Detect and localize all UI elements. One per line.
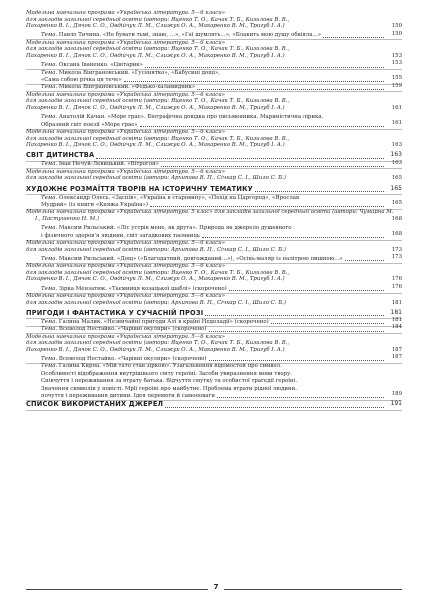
- page-ref: 163: [391, 142, 402, 149]
- program-line: Пахаренко В. І., Дячок С. О., Овдійчук Л. М., Слижук О. А., Макаренко В. М., Тригуб І. А.): [26, 346, 285, 353]
- program-line: для закладів загальної середньої освіти (автори: Яценко Т. О., Качак Т. Б., Кизилова В. В.,: [26, 16, 290, 23]
- topic-label: Тема.: [41, 255, 58, 262]
- topic-text: Значення символів у повісті. Мрії героїні про майбутнє. Проблема втрати рідної людини.: [41, 385, 297, 392]
- page-ref: 187: [391, 354, 402, 361]
- dot-leader: [271, 323, 384, 324]
- topic-text: Галина Малик. «Незвичайні пригоди Алі в країні Недоладії» (скорочено): [58, 318, 269, 325]
- entry-text: [26, 363, 401, 370]
- entry-text: [26, 263, 395, 283]
- dot-leader: [209, 331, 384, 332]
- dot-leader: [205, 315, 384, 316]
- dot-leader: [124, 81, 384, 82]
- page-ref: 153: [391, 52, 402, 59]
- topic-text: Мудрий» (із книги «Княжа Україна»): [41, 202, 149, 208]
- program-line: Пахаренко В. І., Дячок С. О., Овдійчук Л. М., Слижук О. А., Макаренко В. М., Тригуб І. А.): [26, 142, 285, 149]
- dot-leader: [165, 407, 384, 408]
- program-line: Пахаренко В. І., Дячок С. О., Овдійчук Л. М., Слижук О. А., Макаренко В. М., Тригуб І. А.): [26, 276, 285, 283]
- topic-text: Максим Рильський. «Дощ» («Благодатний, довгожданий…»), «Осінь-маляр із палітрою пишною...»: [58, 255, 343, 262]
- topic-text: і фізичного здоров’я людини, світ загадкових таємниць: [41, 232, 200, 239]
- dot-leader: [96, 158, 384, 159]
- topic-label: Тема.: [41, 69, 58, 76]
- entry-text: [26, 119, 402, 129]
- topic-text: Образний світ поезії «Море грає»: [41, 121, 138, 128]
- entry-text: [26, 293, 395, 306]
- program-line: Модельна навчальна програма «Українська література. 5—6 класи»: [26, 39, 226, 46]
- dot-leader: [209, 360, 384, 361]
- entry-text: [26, 195, 401, 202]
- topic-text: Співчуття і переживання за втрату батька. Відчуття смутку та особистої трагедії героїні.: [41, 378, 298, 385]
- program-line: для закладів загальної середньої освіти (автори: Архипова В. П., Січкар С. І., Шило С. Б.): [26, 175, 286, 182]
- section-title: ХУДОЖНЄ РОЗМАЇТТЯ ТВОРІВ НА ІСТОРИЧНУ ТЕМАТИКУ: [26, 184, 253, 193]
- dot-leader: [197, 89, 384, 90]
- entry-text: [26, 378, 401, 385]
- program-line: Модельна навчальна програма «Українська література. 5—6 класи»: [26, 333, 226, 340]
- program-line: для закладів загальної середньої освіти (автори: Архипова В. П., Січкар С. І., Шило С. Б.): [26, 246, 286, 253]
- entry-text: [26, 230, 402, 240]
- page-ref: 165: [391, 175, 402, 182]
- entry-text: [26, 319, 401, 326]
- entry-text: [26, 334, 395, 354]
- entry-text: [26, 40, 395, 60]
- program-line: Модельна навчальна програма «Українська література. 5—6 класи»: [26, 10, 226, 16]
- program-line: для закладів загальної середньої освіти (автори: Яценко Т. О., Качак Т. Б., Кизилова В. В.,: [26, 135, 290, 142]
- dot-leader: [229, 290, 384, 291]
- page-ref: 176: [391, 283, 402, 290]
- entry-text: [26, 240, 395, 253]
- entry-text: [26, 161, 401, 168]
- topic-text: почуття і переживання дитини. Ідея перемоги й самоповаги: [41, 393, 215, 399]
- entry-text: [26, 10, 395, 30]
- entry-text: [26, 326, 401, 333]
- page-ref: 150: [391, 30, 402, 37]
- topic-text: Всеволод Нестайко. «Чарівні окуляри» (скорочено): [58, 326, 207, 333]
- page-ref: 181: [391, 299, 402, 306]
- program-line: для закладів загальної середньої освіти (автори: Яценко Т. О., Качак Т. Б., Кизилова В. В.,: [26, 340, 290, 347]
- program-line: Модельна навчальна програма «Українська література. 5—6 класи»: [26, 293, 226, 299]
- page-ref: 189: [391, 391, 402, 398]
- page-ref: 161: [391, 104, 402, 111]
- dot-leader: [161, 166, 384, 167]
- dot-leader: [145, 67, 384, 68]
- topic-label: Тема.: [41, 285, 58, 292]
- program-line: для закладів загальної середньої освіти (автори: Яценко Т. О., Качак Т. Б., Кизилова В. В.,: [26, 269, 290, 276]
- topic-label: Тема.: [41, 318, 58, 325]
- dot-leader: [140, 126, 384, 127]
- entry-text: [26, 225, 401, 232]
- entry-text: [26, 386, 401, 393]
- dot-leader: [255, 191, 384, 192]
- entry-text: [26, 283, 402, 293]
- section-title: ПРИГОДИ І ФАНТАСТИКА У СУЧАСНІЙ ПРОЗІ: [26, 308, 204, 317]
- entry-text: [26, 32, 401, 39]
- page-ref: 165: [390, 184, 402, 192]
- topic-text: Павло Тичина. «Не бувати тьмі, знаю, ...», «Гаї шумлять…», «Блакить мою душу обвіяла…»: [58, 32, 322, 39]
- page-number: 7: [208, 583, 224, 591]
- topic-text: Іван Нечуй-Левицький. «Вітрогон»: [58, 161, 159, 168]
- topic-text: Анатолій Качан. «Море грає». Біографічна довідка про письменника. Мариністична лірика.: [58, 114, 324, 121]
- topic-label: Тема.: [41, 326, 58, 333]
- entry-text: [26, 77, 401, 84]
- topic-label: Тема.: [41, 194, 58, 201]
- topic-text: Галина Кирпа. «Мій тато став зіркою». Узагальнення відомостей про символ.: [58, 363, 282, 370]
- divider: [26, 410, 402, 411]
- page-ref: 168: [391, 230, 402, 237]
- program-line: для закладів загальної середньої освіти (автори: Яценко Т. О., Качак Т. Б., Кизилова В. В.,: [26, 98, 290, 105]
- entry-text: [26, 256, 401, 263]
- entry-text: [26, 202, 401, 209]
- page-ref: 173: [391, 254, 402, 260]
- dot-leader: [217, 397, 384, 398]
- page-ref: 184: [391, 324, 402, 331]
- program-line: Пахаренко В. І., Дячок С. О., Овдійчук Л. М., Слижук О. А., Макаренко В. М., Тригуб І. А.): [26, 23, 285, 30]
- program-line: для закладів загальної середньої освіти (автори: Яценко Т. О., Качак Т. Б., Кизилова В. В.,: [26, 46, 290, 53]
- page-ref: 159: [391, 82, 402, 89]
- section-title: СВІТ ДИТИНСТВА: [26, 151, 95, 160]
- page-ref: 165: [391, 200, 402, 207]
- topic-text: Микола Вінграновський. «Гусенятко», «Бабусині дощі»,: [58, 69, 220, 76]
- page-ref: 181: [391, 317, 402, 323]
- page-ref: 163: [390, 151, 402, 159]
- entry-text: [26, 129, 395, 149]
- topic-text: Всеволод Нестайко. «Чарівні окуляри» (скорочено): [58, 356, 207, 362]
- dot-leader: [202, 237, 384, 238]
- entry-text: [26, 70, 401, 77]
- entry-text: [26, 92, 395, 112]
- topic-label: Тема.: [41, 62, 58, 69]
- page-ref: 191: [390, 400, 402, 408]
- topic-label: Тема.: [41, 225, 58, 232]
- page-ref: 181: [390, 308, 402, 316]
- program-line: Модельна навчальна програма «Українська література. 5—6 класи»: [26, 240, 226, 246]
- page-ref: 168: [391, 215, 402, 222]
- program-line: Модельна навчальна програма «Українська література. 5—6 класи»: [26, 168, 226, 175]
- topic-label: Тема.: [41, 114, 58, 121]
- program-line: для закладів загальної середньої освіти (автори: Архипова В. П., Січкар С. І., Шило С. Б.): [26, 299, 286, 306]
- topic-label: Тема.: [41, 356, 58, 362]
- entry-text: [26, 84, 401, 91]
- topic-label: Тема.: [41, 32, 58, 39]
- topic-label: Тема.: [41, 161, 58, 168]
- dot-leader: [345, 260, 384, 261]
- topic-label: Тема.: [41, 363, 58, 370]
- page-ref: 187: [391, 346, 402, 353]
- topic-text: Микола Вінграновський. «Федько-халамидник»: [58, 84, 196, 91]
- dot-leader: [323, 37, 384, 38]
- program-line: Пахаренко В. І., Дячок С. О., Овдійчук Л. М., Слижук О. А., Макаренко В. М., Тригуб І. А.): [26, 104, 285, 111]
- program-line: Пахаренко В. І., Дячок С. О., Овдійчук Л. М., Слижук О. А., Макаренко В. М., Тригуб І. А.): [26, 52, 285, 59]
- section-title: СПИСОК ВИКОРИСТАНИХ ДЖЕРЕЛ: [26, 400, 164, 409]
- program-line: Модельна навчальна програма «Українська література. 5—6 класи»: [26, 263, 226, 270]
- topic-text: Зірка Мензатюк. «Таємниця козацької шаблі» (скорочено): [58, 285, 227, 292]
- entry-text: [26, 393, 401, 400]
- page-ref: 176: [391, 276, 402, 283]
- page-ref: 161: [391, 119, 402, 126]
- topic-label: Тема.: [41, 84, 58, 91]
- entry-text: [26, 356, 401, 363]
- dot-leader: [150, 206, 384, 207]
- program-line: Модельна навчальна програма «Українська література. 5—6 класи»: [26, 91, 226, 98]
- entry-text: [26, 62, 401, 69]
- page-ref: 153: [391, 60, 402, 67]
- entry-text: [26, 169, 395, 182]
- program-line: Модельна навчальна програма «Українська література. 5 клас» для закладів загальної середньої освіти (автори: Чумарна М. І., Пастушенко Н. М.): [26, 209, 394, 222]
- program-line: Модельна навчальна програма «Українська література. 5—6 класи»: [26, 129, 226, 135]
- page-ref: 155: [391, 75, 402, 82]
- topic-text: Максим Рильський. «Ліс устрів мене, як друга». Природа як джерело душевного: [58, 225, 292, 232]
- topic-text: Олександр Олесь. «Заспів», «Україна в старовину», «Похід на Царгород», «Ярослав: [58, 194, 300, 201]
- topic-text: «Сама собою річка ця тече»: [41, 77, 122, 83]
- entry-text: [26, 371, 401, 378]
- topic-text: Оксана Іваненко. «Цвітарик»: [58, 62, 143, 69]
- page-ref: 163: [391, 159, 402, 166]
- topic-text: Особливості відображення внутрішнього світу героїні. Засоби увиразнення мови твору.: [41, 370, 292, 377]
- page-ref: 150: [391, 23, 402, 30]
- page-ref: 173: [391, 246, 402, 253]
- entry-text: [26, 209, 395, 222]
- entry-text: [26, 114, 401, 121]
